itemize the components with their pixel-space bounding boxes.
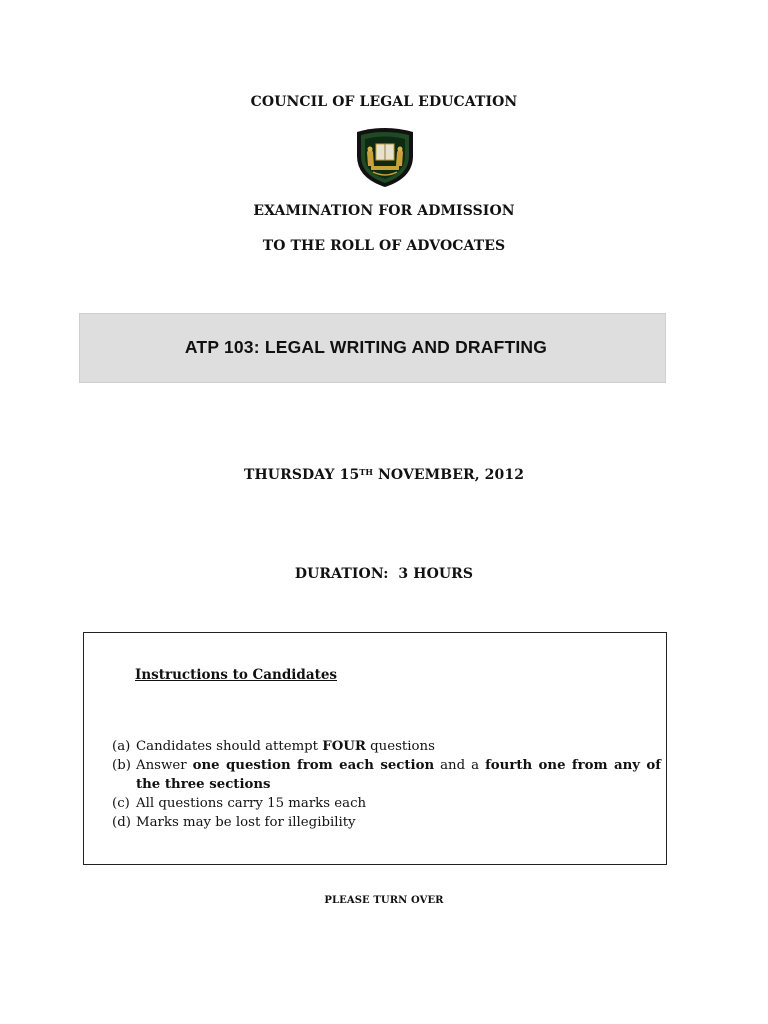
item-text: and a bbox=[434, 758, 486, 773]
item-marker: (d) bbox=[112, 815, 131, 830]
instructions-heading: Instructions to Candidates bbox=[135, 667, 338, 683]
item-text: questions bbox=[365, 739, 435, 754]
item-text: Marks may be lost for illegibility bbox=[136, 815, 356, 830]
date-rest: NOVEMBER, 2012 bbox=[373, 467, 525, 483]
instruction-item bbox=[112, 794, 661, 813]
please-turn-over: PLEASE TURN OVER bbox=[324, 895, 444, 906]
title-band bbox=[79, 313, 666, 383]
item-text: Answer bbox=[136, 758, 193, 773]
date-ordinal: TH bbox=[359, 467, 374, 477]
exam-line-1: EXAMINATION FOR ADMISSION bbox=[253, 203, 515, 219]
item-emphasis: FOUR bbox=[322, 739, 366, 754]
exam-duration: DURATION: 3 HOURS bbox=[294, 566, 474, 582]
item-emphasis: one question from each section bbox=[192, 758, 435, 773]
exam-line-2: TO THE ROLL OF ADVOCATES bbox=[262, 238, 506, 254]
item-text: Candidates should attempt bbox=[136, 739, 323, 754]
item-text: All questions carry 15 marks each bbox=[136, 796, 367, 811]
item-marker: (b) bbox=[112, 758, 131, 773]
paper-title: ATP 103: LEGAL WRITING AND DRAFTING bbox=[184, 337, 548, 357]
instructions-list bbox=[112, 737, 661, 832]
exam-date bbox=[0, 467, 768, 483]
date-prefix: THURSDAY 15 bbox=[243, 467, 360, 483]
instruction-item bbox=[112, 756, 661, 794]
item-marker: (a) bbox=[112, 739, 131, 754]
instruction-item bbox=[112, 813, 661, 832]
instructions-box bbox=[83, 632, 667, 865]
council-name: COUNCIL OF LEGAL EDUCATION bbox=[250, 94, 518, 110]
item-marker: (c) bbox=[112, 796, 130, 811]
instruction-item bbox=[112, 737, 661, 756]
item-emphasis: fourth one from any of the three sections bbox=[136, 758, 661, 792]
coat-of-arms-crest-icon bbox=[353, 126, 417, 188]
